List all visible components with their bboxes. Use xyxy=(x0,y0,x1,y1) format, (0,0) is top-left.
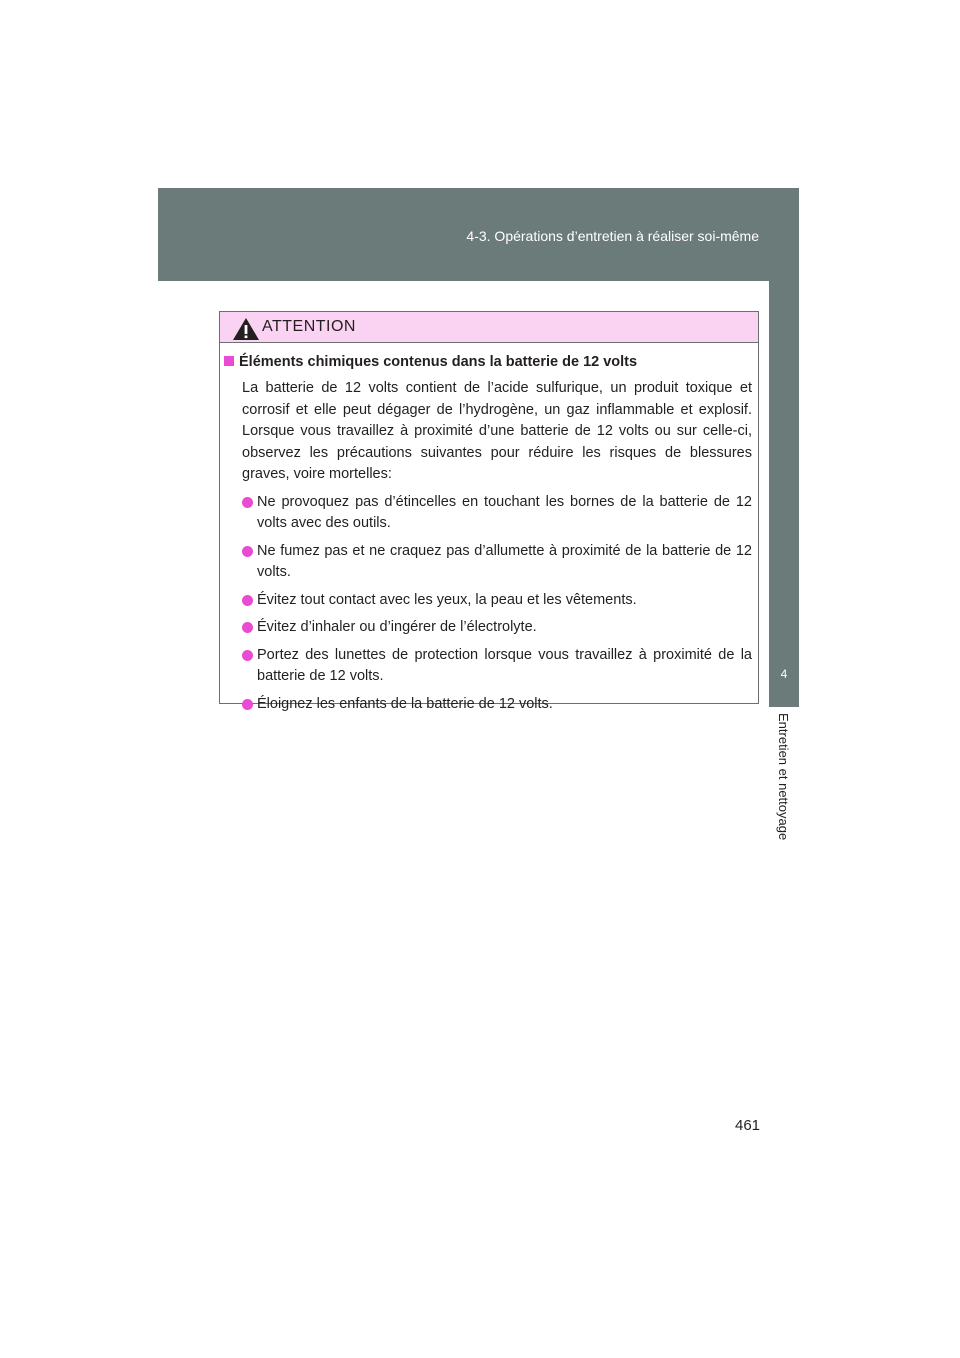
list-item xyxy=(242,492,752,535)
chapter-number: 4 xyxy=(769,641,799,707)
section-title: 4-3. Opérations d’entretien à réaliser soi-même xyxy=(466,228,759,244)
section-heading-text: Éléments chimiques contenus dans la batterie de 12 volts xyxy=(239,354,638,370)
list-item xyxy=(242,617,752,639)
list-item-text: Portez des lunettes de protection lorsque vous travaillez à proximité de la batterie de 12 volts. xyxy=(257,646,752,684)
list-item xyxy=(242,541,752,584)
caution-body xyxy=(220,343,758,715)
list-item xyxy=(242,645,752,688)
section-heading xyxy=(224,354,752,370)
list-item-text: Éloignez les enfants de la batterie de 12 volts. xyxy=(257,695,553,712)
bullet-dot-icon xyxy=(242,699,253,710)
bullet-dot-icon xyxy=(242,546,253,557)
list-item xyxy=(242,590,752,612)
caution-box xyxy=(219,311,759,712)
bullet-dot-icon xyxy=(242,622,253,633)
list-item xyxy=(242,694,752,716)
chapter-label: Entretien et nettoyage xyxy=(776,713,791,841)
caution-title: ATTENTION xyxy=(262,318,356,335)
warning-triangle-icon xyxy=(232,317,260,341)
bullet-dot-icon xyxy=(242,650,253,661)
square-bullet-icon xyxy=(224,356,234,366)
header-band xyxy=(158,188,799,281)
bullet-dot-icon xyxy=(242,595,253,606)
intro-paragraph: La batterie de 12 volts contient de l’acide sulfurique, un produit toxique et corrosif et elle peut dégager de l’hydrogène, un gaz inflammable et explosif. Lorsque vous travaillez à proximité d’une batterie de 12 volts ou sur celle-ci, observez les précautions suivantes pour réduire les risques de blessures graves, voire mortelles: xyxy=(242,380,752,482)
side-tab-bar xyxy=(769,281,799,641)
list-item-text: Évitez tout contact avec les yeux, la peau et les vêtements. xyxy=(257,591,637,608)
bullet-dot-icon xyxy=(242,497,253,508)
list-item-text: Évitez d’inhaler ou d’ingérer de l’électrolyte. xyxy=(257,619,537,635)
caution-header xyxy=(220,312,758,343)
page-number: 461 xyxy=(735,1117,761,1134)
list-item-text: Ne fumez pas et ne craquez pas d’allumette à proximité de la batterie de 12 volts. xyxy=(257,542,752,580)
precautions-list xyxy=(242,492,752,716)
list-item-text: Ne provoquez pas d’étincelles en touchant les bornes de la batterie de 12 volts avec des outils. xyxy=(257,493,752,531)
